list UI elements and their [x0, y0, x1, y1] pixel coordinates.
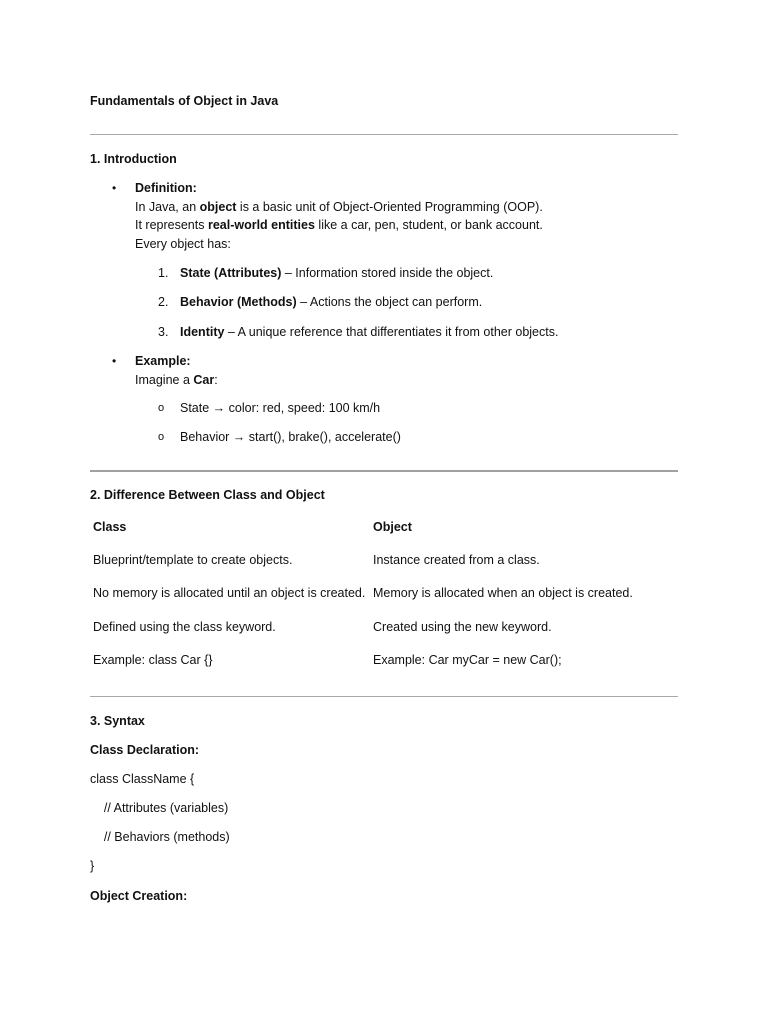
code-line: // Attributes (variables) [90, 801, 229, 815]
section-heading-syntax: 3. Syntax [90, 714, 145, 728]
table-cell: Example: Car myCar = new Car(); [373, 653, 562, 667]
definition-line-1: In Java, an object is a basic unit of Object-Oriented Programming (OOP). [135, 200, 543, 214]
table-cell: Example: class Car {} [93, 653, 213, 667]
divider [90, 470, 678, 472]
definition-label: Definition: [135, 181, 197, 195]
table-cell: No memory is allocated until an object is created. [93, 586, 366, 600]
divider [90, 696, 678, 697]
definition-line-3: Every object has: [135, 237, 231, 251]
list-number: 1. [158, 266, 169, 280]
list-number: 3. [158, 325, 169, 339]
list-item-state: State (Attributes) – Information stored inside the object. [180, 266, 494, 280]
section-heading-introduction: 1. Introduction [90, 152, 177, 166]
circle-bullet: o [158, 402, 165, 414]
code-line: // Behaviors (methods) [90, 830, 230, 844]
list-number: 2. [158, 295, 169, 309]
code-line: } [90, 859, 95, 873]
bullet-marker: • [112, 354, 117, 368]
divider [90, 134, 678, 135]
circle-bullet: o [158, 431, 165, 443]
class-declaration-label: Class Declaration: [90, 743, 200, 757]
table-cell: Instance created from a class. [373, 553, 540, 567]
section-heading-difference: 2. Difference Between Class and Object [90, 488, 325, 502]
table-header-class: Class [93, 520, 127, 534]
example-item-state: State → color: red, speed: 100 km/h [180, 401, 381, 415]
table-cell: Memory is allocated when an object is created. [373, 586, 633, 600]
list-item-behavior: Behavior (Methods) – Actions the object can perform. [180, 295, 483, 309]
list-item-identity: Identity – A unique reference that differentiates it from other objects. [180, 325, 559, 339]
table-cell: Created using the new keyword. [373, 620, 552, 634]
code-line: class ClassName { [90, 772, 195, 786]
definition-line-2: It represents real-world entities like a car, pen, student, or bank account. [135, 218, 543, 232]
table-cell: Defined using the class keyword. [93, 620, 276, 634]
document-title: Fundamentals of Object in Java [90, 94, 279, 108]
example-label: Example: [135, 354, 191, 368]
example-line: Imagine a Car: [135, 373, 218, 387]
bullet-marker: • [112, 181, 117, 195]
object-creation-label: Object Creation: [90, 889, 188, 903]
table-cell: Blueprint/template to create objects. [93, 553, 293, 567]
example-item-behavior: Behavior → start(), brake(), accelerate() [180, 430, 401, 444]
table-header-object: Object [373, 520, 412, 534]
